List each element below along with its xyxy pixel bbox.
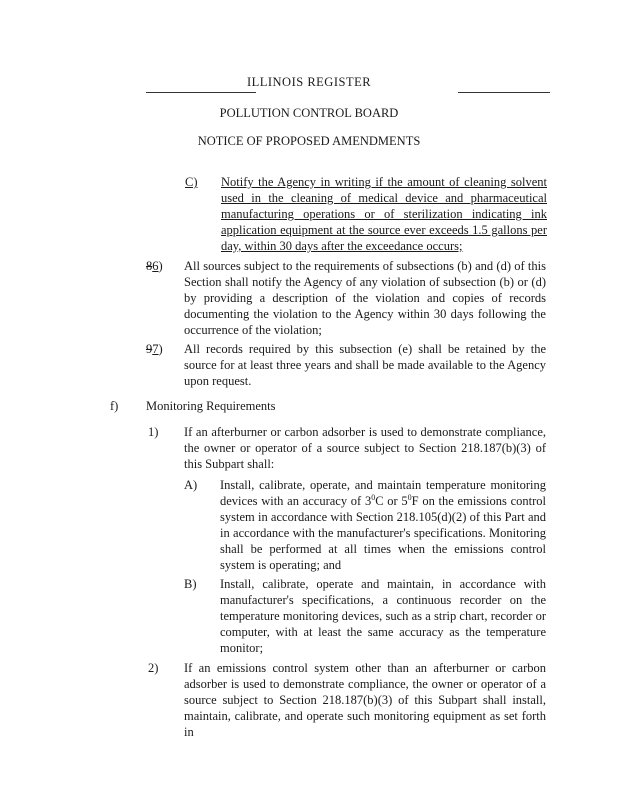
section-f-heading: Monitoring Requirements — [146, 399, 276, 413]
board-title: POLLUTION CONTROL BOARD — [219, 106, 399, 120]
item-a-degree-2: 0 — [407, 492, 412, 502]
item-b-text: Install, calibrate, operate and maintain, in accordance with manufacturer's specifications, a continuous recorder on the temperature monitoring devices, such as a strip chart, recorder or computer, with at least the same accuracy as the temperature monitor; — [220, 577, 546, 655]
item-a-text — [220, 477, 546, 573]
item-8-text: All sources subject to the requirements of subsections (b) and (d) of this Section shall notify the Agency of any violation of subsection (b) or (d) by providing a description of the violation and copies of records documenting the violation to the Agency within 30 days following the occurrence of the violation; — [184, 259, 546, 337]
item-2-text: If an emissions control system other than an afterburner or carbon adsorber is used to demonstrate compliance, the owner or operator of a source subject to Section 218.187(b)(3) of this Subpart shall install, maintain, calibrate, and operate such monitoring equipment as set forth in — [184, 661, 546, 739]
item-1-label: 1) — [148, 425, 159, 439]
item-8-label-paren: ) — [158, 259, 163, 273]
item-9-label — [146, 341, 163, 357]
item-a-text-c: C or 5 — [375, 494, 408, 508]
register-title: ILLINOIS REGISTER — [246, 75, 372, 89]
item-c-label: C) — [185, 175, 198, 189]
header-rule-right — [458, 92, 550, 93]
item-a-text-part2: F on the emissions control system in accordance with Section 218.105(d)(2) of this Part and in accordance with the manufacturer's specifications. Monitoring shall be performed at all times when the emissions control system is operating; and — [220, 494, 546, 572]
item-a-degree-1: 0 — [371, 492, 376, 502]
item-a-label: A) — [184, 478, 198, 492]
item-1-text: If an afterburner or carbon adsorber is used to demonstrate compliance, the owner or operator of a source subject to Section 218.187(b)(3) of this Subpart shall: — [184, 425, 546, 471]
item-b-label: B) — [184, 577, 197, 591]
item-c-text: Notify the Agency in writing if the amount of cleaning solvent used in the cleaning of medical device and pharmaceutical manufacturing operations or of sterilization indicating ink application equipment at the source ever exceeds 1.5 gallons per day, within 30 days after the exceedance occurs; — [221, 175, 547, 253]
item-a-text-part1: Install, calibrate, operate, and maintain temperature monitoring devices with an accuracy of 3 — [220, 478, 546, 508]
item-9-text: All records required by this subsection (e) shall be retained by the source for at least three years and shall be made available to the Agency upon request. — [184, 342, 546, 388]
header-rule-left — [146, 92, 256, 93]
item-9-label-paren: ) — [158, 342, 163, 356]
item-8-label — [146, 258, 163, 274]
item-8-label-old: 8 — [146, 259, 153, 273]
notice-title: NOTICE OF PROPOSED AMENDMENTS — [197, 134, 421, 148]
item-9-label-new: 7 — [152, 342, 159, 356]
item-8-label-new: 6 — [152, 259, 159, 273]
item-9-label-old: 9 — [146, 342, 153, 356]
item-2-label: 2) — [148, 661, 159, 675]
section-f-label: f) — [110, 399, 119, 413]
